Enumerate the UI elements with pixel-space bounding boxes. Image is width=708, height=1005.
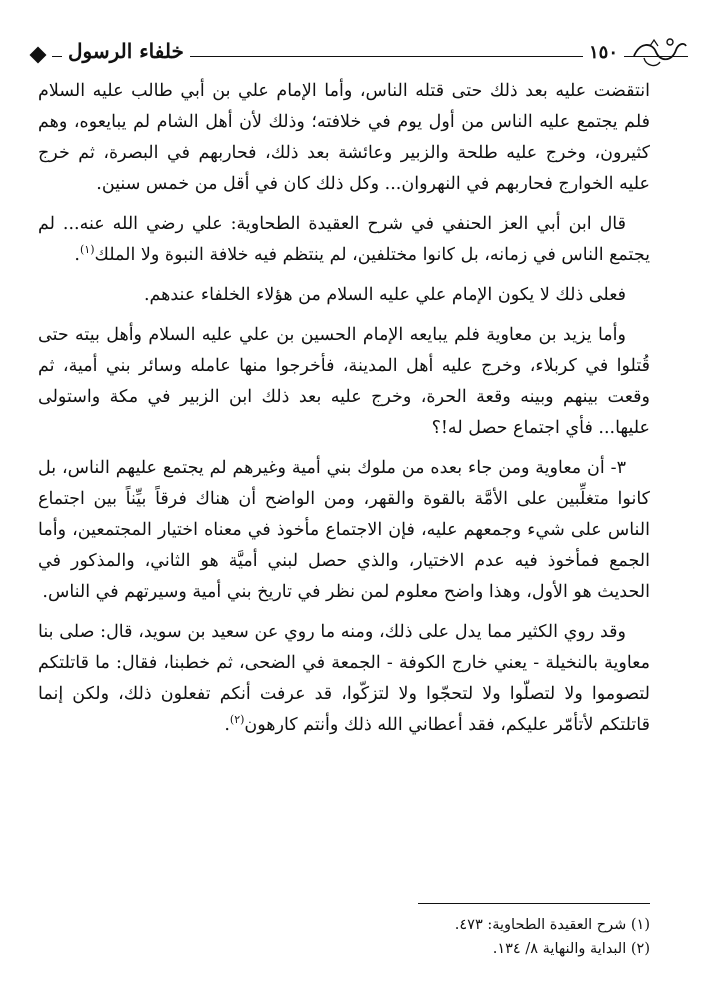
footnote-rule (418, 903, 650, 904)
paragraph-6-text: وقد روي الكثير مما يدل على ذلك، ومنه ما روي عن سعيد بن سويد، قال: صلى بنا معاوية بالنخيلة - يعني خارج الكوفة - الجمعة في الضحى، ثم خطبنا، فقال: ما قاتلتكم لتصوموا ولا لتصلّوا ولا لتحجّوا ولا لتزكّوا، قد عرفت أنكم تفعلون ذلك، ولكن إنما قاتلتكم لأتأمّر عليكم، فقد أعطاني الله ذلك وأنتم كارهون (38, 622, 650, 735)
paragraph-5: ٣- أن معاوية ومن جاء بعده من ملوك بني أمية وغيرهم لم يجتمع عليهم الناس، بل كانوا متغلِّبين على الأمَّة بالقوة والقهر، ومن الواضح أن هناك فرقاً بيِّناً بين اجتماع الناس على شيء وجمعهم عليه، فإن الاجتماع مأخوذ في معناه اختيار المجتمعين، وأما الجمع فمأخوذ فيه عدم الاختيار، والذي حصل لبني أميَّة هو الثاني، والمذكور في الحديث هو الأول، وهذا واضح معلوم لمن نظر في تاريخ بني أمية وسيرتهم في الناس. (38, 458, 650, 602)
floral-ornament-icon (630, 32, 688, 72)
paragraph-3: فعلى ذلك لا يكون الإمام علي عليه السلام من هؤلاء الخلفاء عندهم. (143, 285, 626, 305)
paragraph-6: وقد روي الكثير مما يدل على ذلك، ومنه ما روي عن سعيد بن سويد، قال: صلى بنا معاوية بالنخيلة - يعني خارج الكوفة - الجمعة في الضحى، ثم خطبنا، فقال: ما قاتلتكم لتصوموا ولا لتصلّوا ولا لتحجّوا ولا لتزكّوا، قد عرفت أنكم تفعلون ذلك، ولكن إنما قاتلتكم لأتأمّر عليكم، فقد أعطاني الله ذلك وأنتم كارهون$^{(٢)}$. (38, 622, 650, 735)
body-text (38, 76, 650, 750)
page-number: ١٥٠ (583, 38, 624, 68)
paragraph-2: قال ابن أبي العز الحنفي في شرح العقيدة الطحاوية: علي رضي الله عنه... لم يجتمع الناس في زمانه، بل كانوا مختلفين، لم ينتظم فيه خلافة النبوة ولا الملك$^{(١)}$. (38, 214, 650, 265)
page-header (30, 28, 688, 68)
footnote-mark-1: (١) (80, 243, 95, 257)
footnotes (38, 913, 650, 961)
paragraph-1: انتقضت عليه بعد ذلك حتى قتله الناس، وأما الإمام علي بن أبي طالب عليه السلام فلم يجتمع عليه الناس من أول يوم في خلافته؛ وذلك لأن أهل الشام لم يبايعوه، وهم كثيرون، وخرج عليه طلحة والزبير وعائشة بعد ذلك، فحاربهم في البصرة، ثم خرج عليه الخوارج فحاربهم في النهروان... وكل ذلك كان في أقل من خمس سنين. (38, 81, 650, 194)
footnote-mark-2: (٢) (229, 713, 245, 727)
footnote-2: (٢) البداية والنهاية ٨/ ١٣٤. (492, 941, 650, 957)
diamond-ornament-icon (30, 47, 47, 64)
running-title: خلفاء الرسول (62, 36, 190, 66)
paragraph-4: وأما يزيد بن معاوية فلم يبايعه الإمام الحسين بن علي عليه السلام وأهل بيته حتى قُتلوا في كربلاء، وخرج عليه أهل المدينة، فأخرجوا منها عامله وسائر بني أمية، ثم وقعت بينهم وبينه وقعة الحرة، وخرج عليه بعد ذلك ابن الزبير في مكة واستولى عليها... فأي اجتماع حصل له!؟ (38, 325, 650, 438)
footnote-1: (١) شرح العقيدة الطحاوية: ٤٧٣. (454, 917, 650, 933)
paragraph-2-text: قال ابن أبي العز الحنفي في شرح العقيدة الطحاوية: علي رضي الله عنه... لم يجتمع الناس في زمانه، بل كانوا مختلفين، لم ينتظم فيه خلافة النبوة ولا الملك (38, 214, 650, 265)
